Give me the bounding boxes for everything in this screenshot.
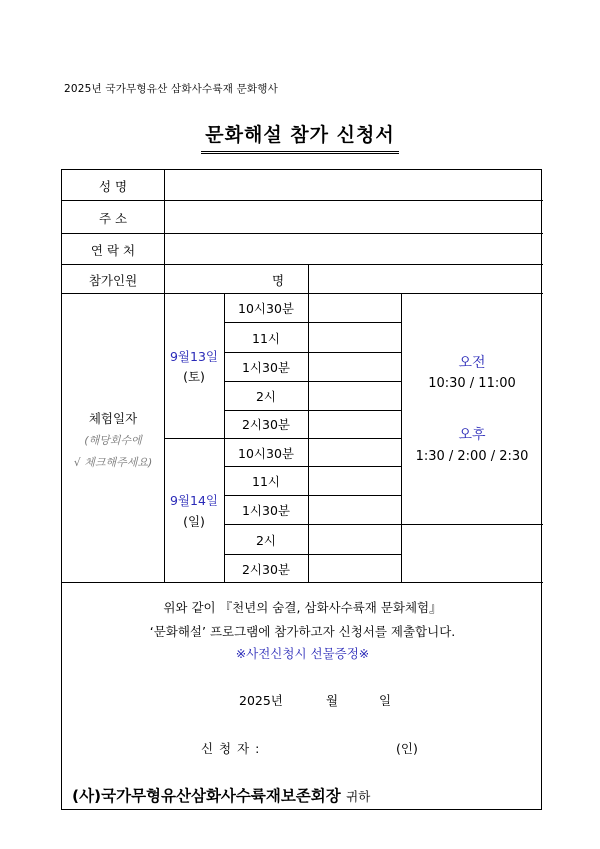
schedule-hint-1: (해당회수에 bbox=[84, 434, 142, 447]
day2-time-slot: 11시 bbox=[252, 474, 280, 489]
form-title: 문화해설 참가 신청서 bbox=[201, 120, 398, 154]
application-form bbox=[61, 169, 542, 810]
schedule-label: 체험일자 bbox=[88, 411, 138, 426]
address-field[interactable] bbox=[166, 202, 541, 232]
slot-divider bbox=[224, 410, 401, 411]
date-day: 일 bbox=[379, 693, 392, 708]
day2-time-slot: 2시30분 bbox=[241, 562, 290, 577]
slot-divider-right bbox=[401, 524, 543, 525]
recipient-line bbox=[72, 784, 370, 806]
day1-date: 9월13일 bbox=[169, 349, 218, 364]
col-divider bbox=[308, 264, 309, 293]
schedule-hint-2: √ 체크해주세요) bbox=[73, 456, 153, 469]
contact-label: 연 락 처 bbox=[90, 243, 136, 258]
check-cell[interactable] bbox=[310, 497, 400, 523]
slot-divider bbox=[224, 322, 401, 323]
slot-divider bbox=[224, 554, 401, 555]
day2-weekday: (일) bbox=[183, 514, 205, 529]
participants-label: 참가인원 bbox=[88, 273, 138, 288]
notice-line-1: 위와 같이 『천년의 숨결, 삼화사수륙재 문화체험』 bbox=[163, 600, 442, 615]
check-cell[interactable] bbox=[310, 354, 400, 380]
event-header: 2025년 국가무형유산 삼화사수륙재 문화행사 bbox=[64, 83, 278, 95]
check-cell[interactable] bbox=[310, 468, 400, 494]
slot-divider bbox=[224, 466, 401, 467]
notice-line-2: ‘문화해설’ 프로그램에 참가하고자 신청서를 제출합니다. bbox=[149, 624, 456, 639]
am-label: 오전 bbox=[458, 355, 486, 371]
day1-time-slot: 2시30분 bbox=[241, 417, 290, 432]
row-divider bbox=[62, 293, 543, 294]
applicant-name-field[interactable] bbox=[288, 734, 388, 758]
check-cell[interactable] bbox=[310, 383, 400, 409]
address-label: 주 소 bbox=[98, 211, 128, 226]
day1-time-slot: 10시30분 bbox=[238, 301, 294, 316]
day-divider bbox=[164, 438, 401, 439]
day1-weekday: (토) bbox=[183, 369, 205, 384]
col-divider bbox=[308, 293, 309, 582]
applicant-label: 신 청 자 : bbox=[201, 741, 261, 756]
date-month: 월 bbox=[326, 693, 339, 708]
am-times: 10:30 / 11:00 bbox=[428, 376, 516, 391]
check-cell[interactable] bbox=[310, 324, 400, 351]
day2-time-slot: 2시 bbox=[255, 533, 277, 548]
day1-time-slot: 11시 bbox=[252, 331, 280, 346]
row-divider bbox=[62, 582, 543, 583]
check-cell[interactable] bbox=[310, 295, 400, 321]
row-divider bbox=[62, 264, 543, 265]
row-divider bbox=[62, 233, 543, 234]
day1-time-slot: 1시30분 bbox=[241, 360, 290, 375]
recipient-name: (사)국가무형유산삼화사수륙재보존회장 bbox=[72, 787, 341, 805]
row-divider bbox=[62, 200, 543, 201]
pm-times: 1:30 / 2:00 / 2:30 bbox=[415, 449, 529, 464]
participants-unit-text: 명 bbox=[271, 273, 285, 288]
pm-label: 오후 bbox=[458, 427, 486, 443]
check-cell[interactable] bbox=[310, 412, 400, 437]
check-cell[interactable] bbox=[310, 526, 400, 553]
recipient-suffix: 귀하 bbox=[346, 789, 371, 804]
slot-divider bbox=[224, 381, 401, 382]
day1-time-slot: 2시 bbox=[255, 389, 277, 404]
notice-gift: ※사전신청시 선물증정※ bbox=[235, 646, 370, 661]
applicant-seal: (인) bbox=[396, 741, 418, 756]
day2-date: 9월14일 bbox=[169, 493, 218, 508]
contact-field[interactable] bbox=[166, 235, 541, 263]
check-cell[interactable] bbox=[310, 440, 400, 465]
date-year: 2025년 bbox=[239, 693, 283, 708]
day2-time-slot: 10시30분 bbox=[238, 446, 294, 461]
slot-divider bbox=[224, 352, 401, 353]
name-label: 성 명 bbox=[98, 179, 128, 194]
slot-divider bbox=[224, 495, 401, 496]
day2-time-slot: 1시30분 bbox=[241, 503, 290, 518]
title-container bbox=[0, 120, 600, 154]
name-field[interactable] bbox=[166, 172, 541, 198]
participants-unit bbox=[166, 271, 306, 289]
participants-extra-field[interactable] bbox=[310, 266, 541, 292]
slot-divider bbox=[224, 524, 401, 525]
check-cell[interactable] bbox=[310, 556, 400, 581]
